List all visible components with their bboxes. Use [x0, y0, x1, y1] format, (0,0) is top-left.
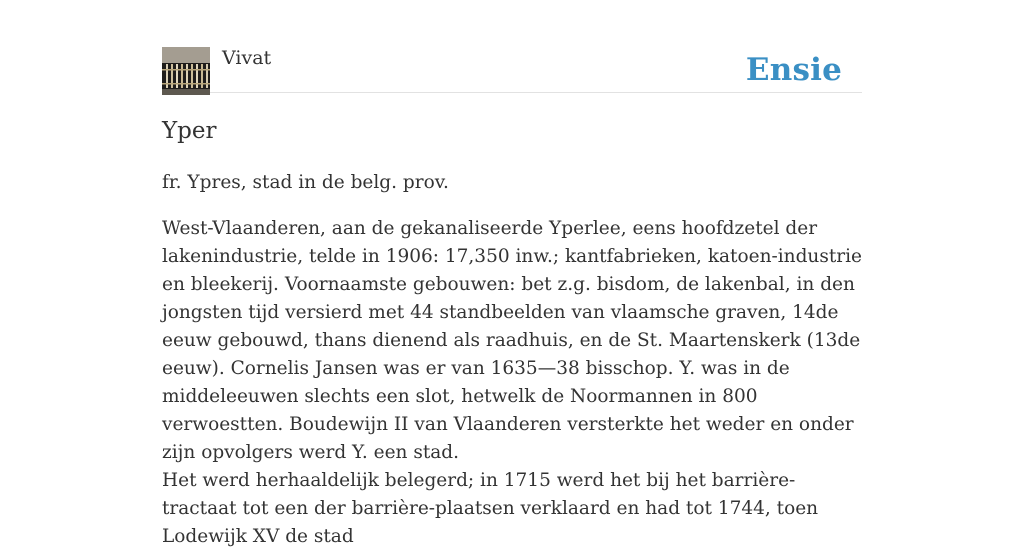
avatar[interactable] [162, 47, 210, 95]
header [162, 0, 862, 93]
article-paragraph: Het werd herhaaldelijk belegerd; in 1715 werd het bij het barrière-tractaat tot een der barrière-plaatsen verklaard en had tot 1744, toen Lodewijk XV de stad [162, 470, 819, 547]
article-paragraph: West-Vlaanderen, aan de gekanaliseerde Yperlee, eens hoofdzetel der lakenindustrie, telde in 1906: 17,350 inw.; kantfabrieken, katoen-industrie en bleekerij. Voornaamste gebouwen: bet z.g. bisdom, de lakenbal, in den jongsten tijd versierd met 44 standbeelden van vlaamsche graven, 14de eeuw gebouwd, thans dienend als raadhuis, en de St. Maartenskerk (13de eeuw). Cornelis Jansen was er van 1635—38 bisschop. Y. was in de middeleeuwen slechts een slot, hetwelk de Noormannen in 800 verwoestten. Boudewijn II van Vlaanderen versterkte het weder en onder zijn opvolgers werd Y. een stad. [162, 218, 862, 463]
page-title: Yper [162, 118, 217, 144]
brand-logo[interactable]: Ensie [745, 52, 842, 88]
book-spines-icon [162, 47, 210, 95]
source-name[interactable]: Vivat [222, 47, 272, 69]
article-lead: fr. Ypres, stad in de belg. prov. [162, 172, 449, 193]
page [162, 0, 862, 547]
